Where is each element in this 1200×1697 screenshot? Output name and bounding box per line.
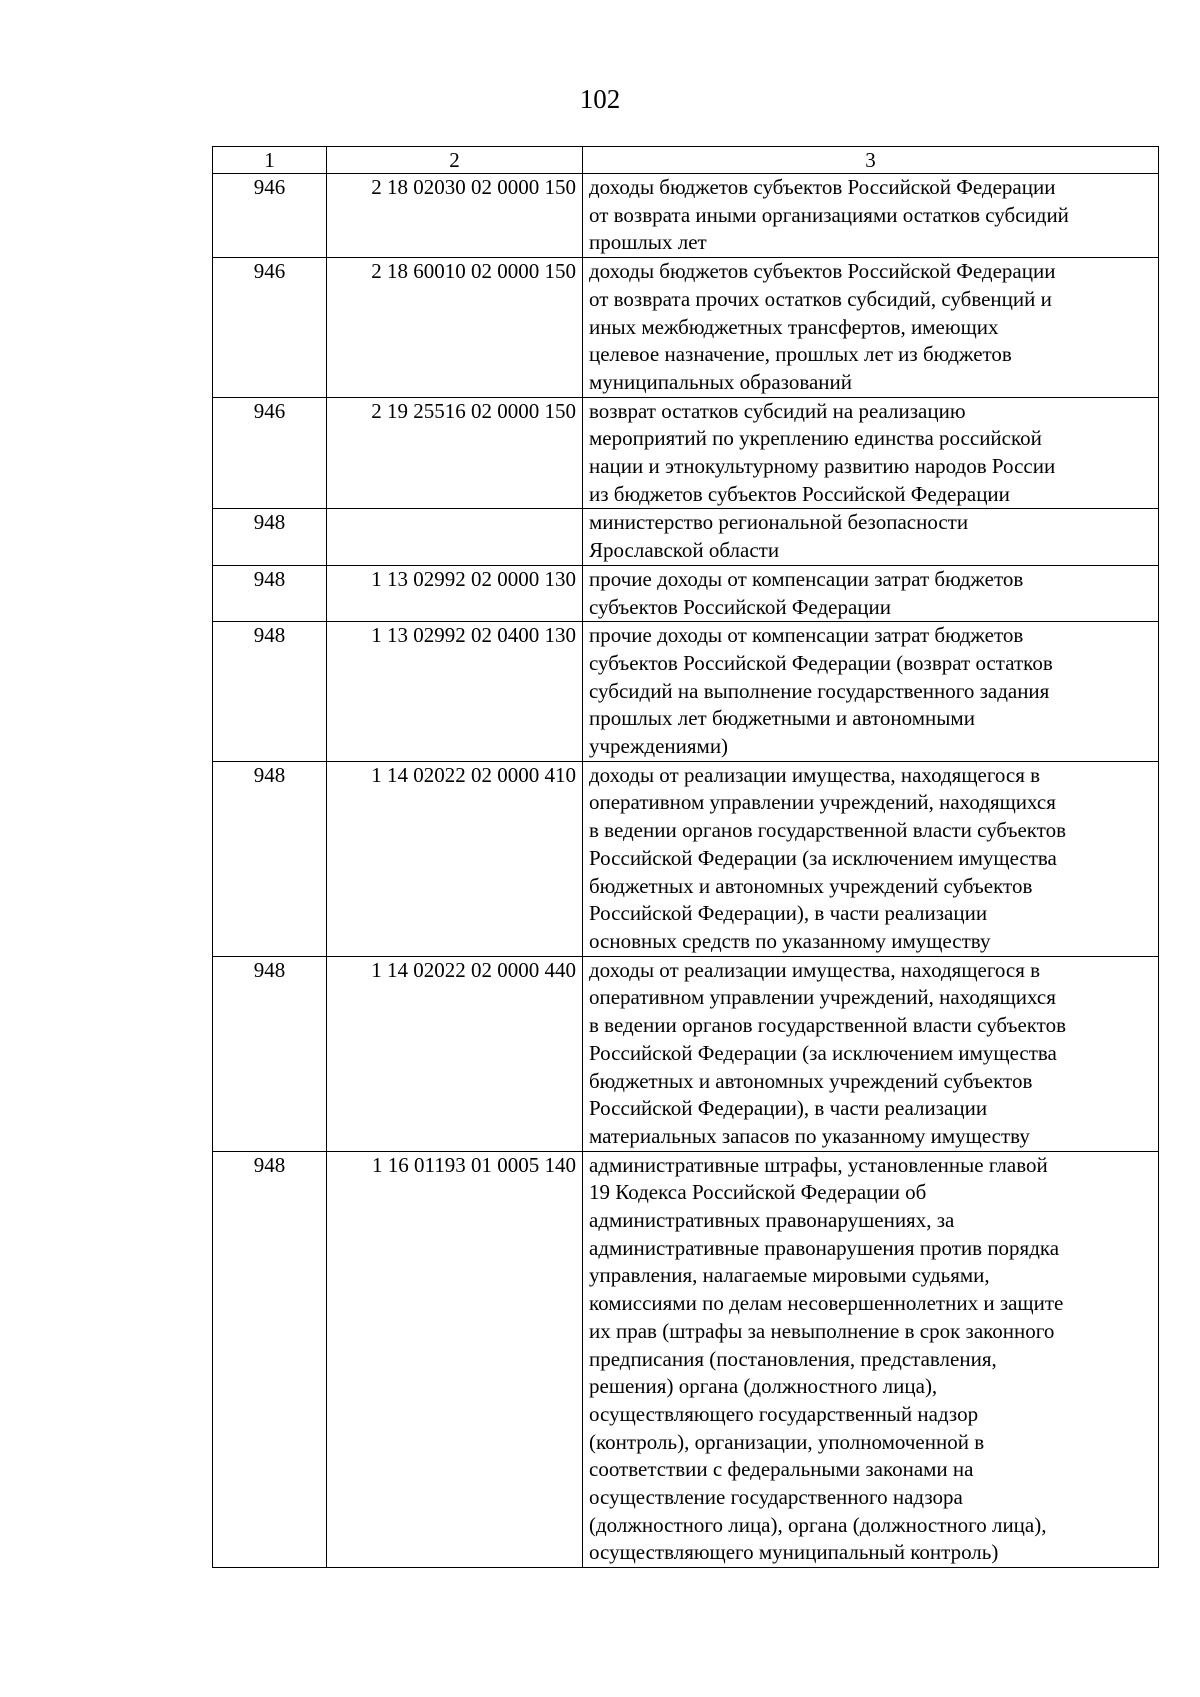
- column-number-3: 3: [583, 147, 1159, 174]
- revenue-classification-code: 1 13 02992 02 0000 130: [327, 565, 583, 621]
- table-body: [213, 147, 1159, 1568]
- description-line: комиссиями по делам несовершеннолетних и защите: [589, 1291, 1064, 1316]
- description-line: предписания (постановления, представления,: [589, 1346, 997, 1371]
- description-line: в ведении органов государственной власти субъектов: [589, 818, 1067, 843]
- description-line: бюджетных и автономных учреждений субъектов: [589, 873, 1033, 898]
- description-line: от возврата иными организациями остатков субсидий: [589, 202, 1069, 227]
- administrator-code: 948: [213, 761, 327, 956]
- description-line: 19 Кодекса Российской Федерации об: [589, 1180, 927, 1205]
- administrator-code: 948: [213, 622, 327, 762]
- table-row: [213, 956, 1159, 1151]
- description-line: прошлых лет бюджетными и автономными: [589, 706, 975, 731]
- description-line: учреждениями): [589, 734, 729, 759]
- description-line: субъектов Российской Федерации: [589, 594, 892, 619]
- description-line: доходы бюджетов субъектов Российской Федерации: [589, 259, 1056, 284]
- description-line: иных межбюджетных трансфертов, имеющих: [589, 314, 999, 339]
- description-line: соответствии с федеральными законами на: [589, 1457, 974, 1482]
- description-line: Российской Федерации (за исключением имущества: [589, 845, 1057, 870]
- description-line: прочие доходы от компенсации затрат бюджетов: [589, 566, 1024, 591]
- revenue-description: [583, 956, 1159, 1151]
- revenue-classification-code: 2 19 25516 02 0000 150: [327, 397, 583, 509]
- description-line: основных средств по указанному имуществу: [589, 928, 991, 953]
- revenue-description: [583, 1151, 1159, 1568]
- revenue-classification-code: 1 14 02022 02 0000 440: [327, 956, 583, 1151]
- description-line: из бюджетов субъектов Российской Федерации: [589, 481, 1010, 506]
- table-row: [213, 761, 1159, 956]
- description-line: субсидий на выполнение государственного задания: [589, 678, 1050, 703]
- description-line: оперативном управлении учреждений, находящихся: [589, 985, 1056, 1010]
- description-line: административные штрафы, установленные главой: [589, 1152, 1048, 1177]
- column-number-2: 2: [327, 147, 583, 174]
- description-line: министерство региональной безопасности: [589, 510, 969, 535]
- description-line: Российской Федерации), в части реализации: [589, 901, 988, 926]
- revenue-description: [583, 565, 1159, 621]
- revenue-description: [583, 761, 1159, 956]
- revenue-description: [583, 258, 1159, 398]
- description-line: административные правонарушения против порядка: [589, 1235, 1060, 1260]
- description-line: нации и этнокультурному развитию народов России: [589, 454, 1056, 479]
- administrator-code: 948: [213, 1151, 327, 1568]
- description-line: решения) органа (должностного лица),: [589, 1374, 938, 1399]
- table-row: [213, 1151, 1159, 1568]
- description-line: доходы бюджетов субъектов Российской Федерации: [589, 175, 1056, 199]
- description-line: в ведении органов государственной власти субъектов: [589, 1013, 1067, 1038]
- description-line: возврат остатков субсидий на реализацию: [589, 398, 966, 423]
- revenue-classification-code: 2 18 02030 02 0000 150: [327, 174, 583, 258]
- administrator-code: 948: [213, 565, 327, 621]
- description-line: управления, налагаемые мировыми судьями,: [589, 1263, 990, 1288]
- table-row: [213, 174, 1159, 258]
- description-line: (должностного лица), органа (должностного лица),: [589, 1512, 1047, 1537]
- description-line: Российской Федерации), в части реализации: [589, 1096, 988, 1121]
- description-line: Ярославской области: [589, 538, 780, 563]
- revenue-description: [583, 397, 1159, 509]
- description-line: мероприятий по укреплению единства российской: [589, 426, 1042, 451]
- table-row: [213, 565, 1159, 621]
- revenue-codes-table: [212, 146, 1159, 1568]
- description-line: от возврата прочих остатков субсидий, субвенций и: [589, 286, 1052, 311]
- description-line: целевое назначение, прошлых лет из бюджетов: [589, 342, 1012, 367]
- revenue-description: [583, 509, 1159, 565]
- revenue-description: [583, 174, 1159, 258]
- table-row: [213, 397, 1159, 509]
- table-row: [213, 509, 1159, 565]
- description-line: доходы от реализации имущества, находящегося в: [589, 762, 1041, 787]
- table-row: [213, 258, 1159, 398]
- administrator-code: 948: [213, 509, 327, 565]
- description-line: административных правонарушениях, за: [589, 1208, 955, 1233]
- column-number-row: [213, 147, 1159, 174]
- administrator-code: 946: [213, 397, 327, 509]
- description-line: осуществление государственного надзора: [589, 1485, 963, 1510]
- description-line: бюджетных и автономных учреждений субъектов: [589, 1068, 1033, 1093]
- description-line: оперативном управлении учреждений, находящихся: [589, 790, 1056, 815]
- description-line: (контроль), организации, уполномоченной в: [589, 1429, 985, 1454]
- revenue-classification-code: 1 16 01193 01 0005 140: [327, 1151, 583, 1568]
- description-line: муниципальных образований: [589, 369, 852, 394]
- revenue-classification-code: 1 14 02022 02 0000 410: [327, 761, 583, 956]
- page-number: 102: [579, 84, 621, 114]
- description-line: материальных запасов по указанному имуществу: [589, 1123, 1030, 1148]
- description-line: осуществляющего государственный надзор: [589, 1401, 979, 1426]
- description-line: Российской Федерации (за исключением имущества: [589, 1040, 1057, 1065]
- description-line: субъектов Российской Федерации (возврат остатков: [589, 650, 1053, 675]
- administrator-code: 948: [213, 956, 327, 1151]
- administrator-code: 946: [213, 174, 327, 258]
- administrator-code: 946: [213, 258, 327, 398]
- description-line: прошлых лет: [589, 230, 707, 255]
- revenue-classification-code: [327, 509, 583, 565]
- revenue-classification-code: 1 13 02992 02 0400 130: [327, 622, 583, 762]
- description-line: доходы от реализации имущества, находящегося в: [589, 957, 1041, 982]
- column-number-1: 1: [213, 147, 327, 174]
- description-line: осуществляющего муниципальный контроль): [589, 1540, 999, 1565]
- table-row: [213, 622, 1159, 762]
- description-line: прочие доходы от компенсации затрат бюджетов: [589, 623, 1024, 648]
- description-line: их прав (штрафы за невыполнение в срок законного: [589, 1318, 1055, 1343]
- revenue-description: [583, 622, 1159, 762]
- revenue-classification-code: 2 18 60010 02 0000 150: [327, 258, 583, 398]
